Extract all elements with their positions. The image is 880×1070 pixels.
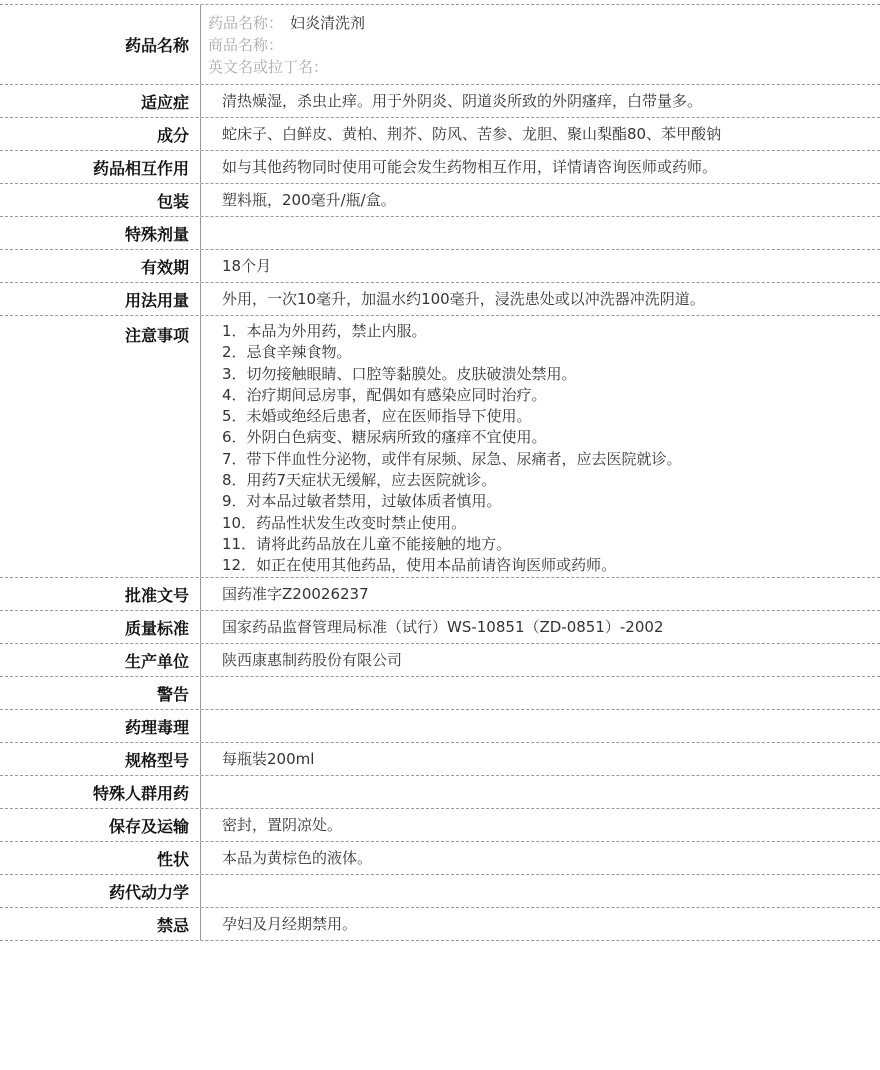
row-value [201, 677, 880, 709]
precaution-item: 4．治疗期间忌房事，配偶如有感染应同时治疗。 [222, 385, 547, 404]
row-value: 每瓶装200ml [222, 749, 315, 768]
row-value: 国家药品监督管理局标准（试行）WS-10851（ZD-0851）-2002 [222, 617, 664, 636]
english-name-line [208, 56, 880, 78]
row-special-populations [0, 776, 880, 809]
row-label: 保存及运输 [0, 809, 201, 841]
drug-name-line [208, 12, 880, 34]
precaution-item: 11．请将此药品放在儿童不能接触的地方。 [222, 534, 512, 553]
row-label: 药代动力学 [0, 875, 201, 907]
row-value: 密封，置阴凉处。 [222, 815, 343, 834]
row-approval-number [0, 578, 880, 611]
row-drug-name [0, 5, 880, 85]
row-warning [0, 677, 880, 710]
row-value [201, 710, 880, 742]
row-pharmacology-toxicology [0, 710, 880, 743]
row-shelf-life [0, 250, 880, 283]
row-value: 如与其他药物同时使用可能会发生药物相互作用，详情请咨询医师或药师。 [222, 157, 718, 176]
field-value: 妇炎清洗剂 [290, 14, 366, 32]
precaution-item: 3．切勿接触眼睛、口腔等黏膜处。皮肤破溃处禁用。 [222, 364, 577, 383]
row-label: 药理毒理 [0, 710, 201, 742]
row-value: 国药准字Z20026237 [222, 584, 369, 603]
row-pharmacokinetics [0, 875, 880, 908]
row-value [201, 217, 880, 249]
row-label: 药品相互作用 [0, 151, 201, 183]
field-label: 药品名称： [208, 14, 284, 32]
precaution-item: 2．忌食辛辣食物。 [222, 343, 352, 362]
row-value: 孕妇及月经期禁用。 [222, 914, 358, 933]
row-value [201, 5, 880, 84]
row-label: 特殊剂量 [0, 217, 201, 249]
row-storage-transport [0, 809, 880, 842]
field-label: 英文名或拉丁名： [208, 58, 329, 76]
drug-info-table [0, 4, 880, 941]
precaution-item: 10．药品性状发生改变时禁止使用。 [222, 513, 467, 532]
row-value: 本品为黄棕色的液体。 [222, 848, 373, 867]
row-special-dosage [0, 217, 880, 250]
row-value: 清热燥湿，杀虫止痒。用于外阴炎、阴道炎所致的外阴瘙痒，白带量多。 [222, 91, 703, 110]
precaution-item: 5．未婚或绝经后患者，应在医师指导下使用。 [222, 407, 532, 426]
precaution-item: 1．本品为外用药，禁止内服。 [222, 322, 427, 340]
row-value: 蛇床子、白鲜皮、黄柏、荆芥、防风、苦参、龙胆、聚山梨酯80、苯甲酸钠 [222, 124, 722, 143]
row-label: 生产单位 [0, 644, 201, 676]
precaution-item: 9．对本品过敏者禁用，过敏体质者慎用。 [222, 492, 502, 511]
row-contraindications [0, 908, 880, 941]
row-label: 质量标准 [0, 611, 201, 643]
trade-name-line [208, 34, 880, 56]
row-description [0, 842, 880, 875]
precaution-item: 12．如正在使用其他药品，使用本品前请咨询医师或药师。 [222, 556, 617, 575]
field-label: 商品名称： [208, 36, 284, 54]
precaution-item: 6．外阴白色病变、糖尿病所致的瘙痒不宜使用。 [222, 428, 547, 447]
precaution-item: 8．用药7天症状无缓解，应去医院就诊。 [222, 471, 497, 490]
row-label: 规格型号 [0, 743, 201, 775]
row-label: 禁忌 [0, 908, 201, 940]
row-label: 药品名称 [0, 5, 201, 84]
row-manufacturer [0, 644, 880, 677]
row-value: 陕西康惠制药股份有限公司 [222, 650, 403, 669]
row-dosage-usage [0, 283, 880, 316]
row-label: 成分 [0, 118, 201, 150]
row-label: 包装 [0, 184, 201, 216]
row-label: 适应症 [0, 85, 201, 117]
row-precautions [0, 316, 880, 578]
row-value: 外用，一次10毫升，加温水约100毫升，浸洗患处或以冲洗器冲洗阴道。 [222, 289, 705, 308]
row-value: 18个月 [222, 256, 272, 275]
row-label: 有效期 [0, 250, 201, 282]
row-indications [0, 85, 880, 118]
row-specification [0, 743, 880, 776]
row-value [201, 316, 880, 577]
row-value [201, 875, 880, 907]
precaution-item: 7．带下伴血性分泌物，或伴有尿频、尿急、尿痛者，应去医院就诊。 [222, 449, 682, 468]
row-label: 警告 [0, 677, 201, 709]
row-label: 特殊人群用药 [0, 776, 201, 808]
row-label: 注意事项 [0, 316, 201, 577]
row-label: 用法用量 [0, 283, 201, 315]
row-label: 性状 [0, 842, 201, 874]
row-label: 批准文号 [0, 578, 201, 610]
row-quality-standard [0, 611, 880, 644]
row-drug-interactions [0, 151, 880, 184]
row-packaging [0, 184, 880, 217]
row-ingredients [0, 118, 880, 151]
row-value [201, 776, 880, 808]
row-value: 塑料瓶，200毫升/瓶/盒。 [222, 190, 396, 209]
